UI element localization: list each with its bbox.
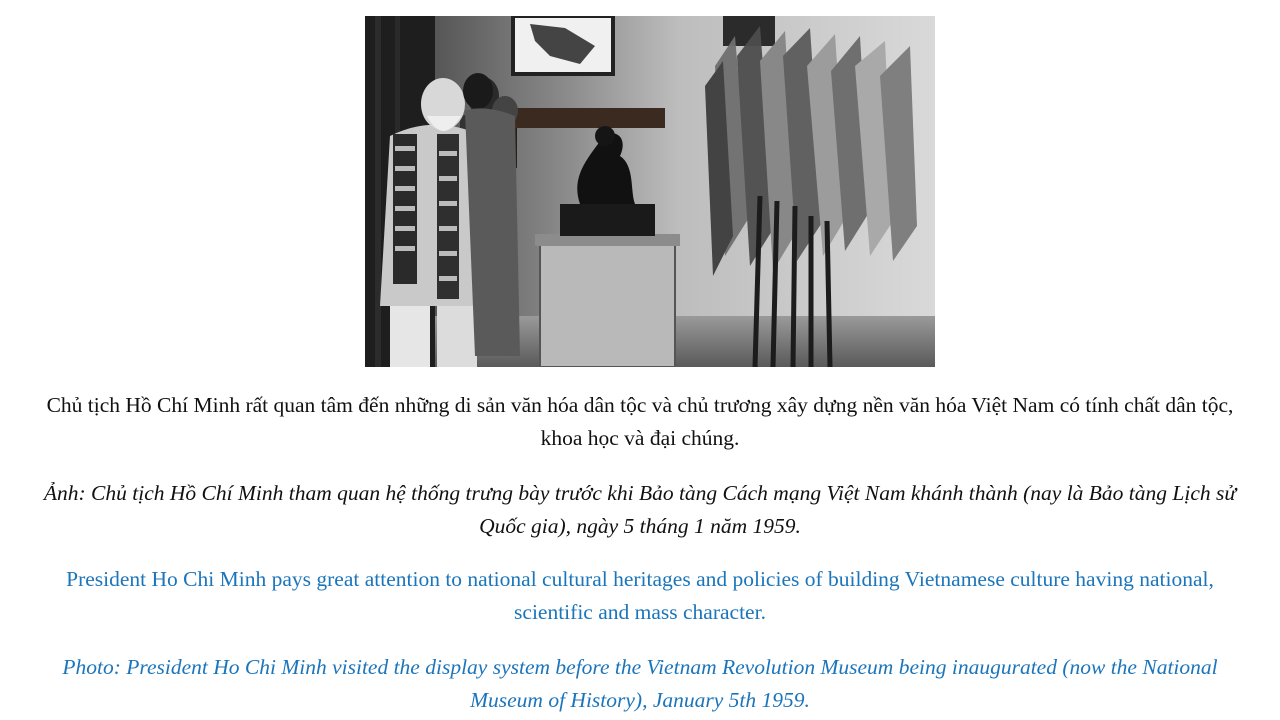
historical-photo [365, 16, 935, 367]
caption-vietnamese-main: Chủ tịch Hồ Chí Minh rất quan tâm đến những di sản văn hóa dân tộc và chủ trương xây dựng nền văn hóa Việt Nam có tính chất dân tộc, khoa học và đại chúng. [46, 393, 1234, 450]
caption-english-photo-credit: Photo: President Ho Chi Minh visited the display system before the Vietnam Revolution Museum being inaugurated (now the National Museum of History), January 5th 1959. [62, 655, 1218, 712]
caption-english-main: President Ho Chi Minh pays great attention to national cultural heritages and policies of building Vietnamese culture having national, scientific and mass character. [66, 567, 1214, 624]
caption-vietnamese-photo-credit: Ảnh: Chủ tịch Hồ Chí Minh tham quan hệ thống trưng bày trước khi Bảo tàng Cách mạng Việt Nam khánh thành (nay là Bảo tàng Lịch sử Quốc gia), ngày 5 tháng 1 năm 1959. [43, 481, 1237, 538]
